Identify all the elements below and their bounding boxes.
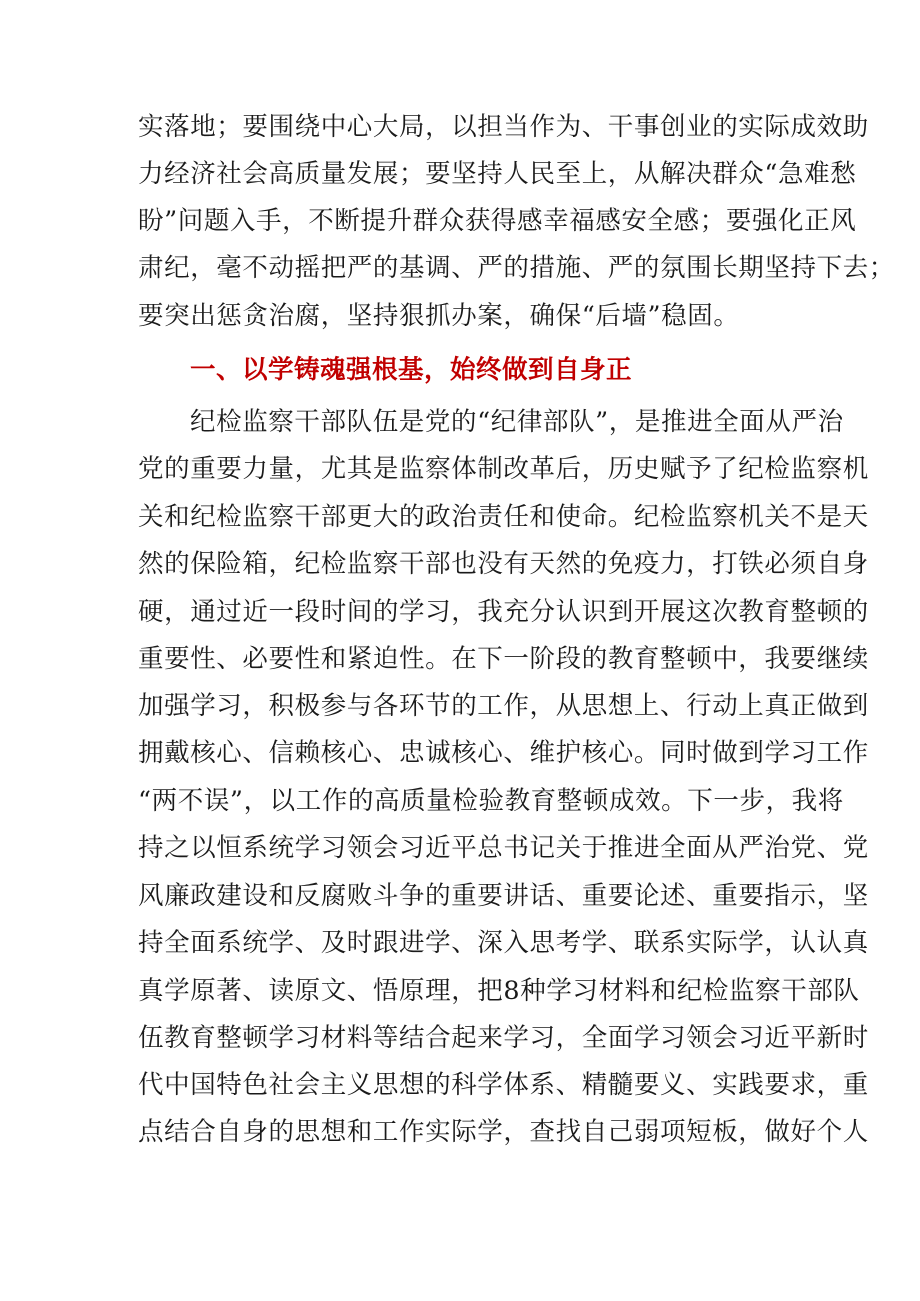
paragraph-line: “两不误”，以工作的高质量检验教育整顿成效。下一步，我将 (138, 786, 844, 816)
paragraph-line: 风廉政建设和反腐败斗争的重要讲话、重要论述、重要指示，坚 (138, 881, 869, 911)
paragraph-line: 持全面系统学、及时跟进学、深入思考学、联系实际学，认认真 (138, 928, 869, 958)
paragraph-line: 真学原著、读原文、悟原理，把8种学习材料和纪检监察干部队 (138, 976, 860, 1006)
paragraph-line: 关和纪检监察干部更大的政治责任和使命。纪检监察机关不是天 (138, 502, 869, 532)
paragraph-line: 重要性、必要性和紧迫性。在下一阶段的教育整顿中，我要继续 (138, 644, 869, 674)
paragraph-line: 要突出惩贪治腐，坚持狠抓办案，确保“后墙”稳固。 (138, 301, 740, 331)
paragraph-line: 肃纪，毫不动摇把严的基调、严的措施、严的氛围长期坚持下去； (138, 253, 895, 283)
paragraph-line-indented: 纪检监察干部队伍是党的“纪律部队”，是推进全面从严治 (190, 407, 844, 437)
section-heading: 一、以学铸魂强根基，始终做到自身正 (190, 355, 633, 385)
paragraph-line: 党的重要力量，尤其是监察体制改革后，历史赋予了纪检监察机 (138, 454, 869, 484)
paragraph-line: 点结合自身的思想和工作实际学，查找自己弱项短板，做好个人 (138, 1117, 869, 1147)
paragraph-line: 盼”问题入手，不断提升群众获得感幸福感安全感；要强化正风 (138, 206, 857, 236)
paragraph-line: 然的保险箱，纪检监察干部也没有天然的免疫力，打铁必须自身 (138, 549, 869, 579)
paragraph-line: 力经济社会高质量发展；要坚持人民至上，从解决群众“急难愁 (138, 159, 857, 189)
paragraph-line: 持之以恒系统学习领会习近平总书记关于推进全面从严治党、党 (138, 833, 869, 863)
paragraph-line: 硬，通过近一段时间的学习，我充分认识到开展这次教育整顿的 (138, 597, 869, 627)
paragraph-line: 拥戴核心、信赖核心、忠诚核心、维护核心。同时做到学习工作 (138, 738, 869, 768)
paragraph-line: 代中国特色社会主义思想的科学体系、精髓要义、实践要求，重 (138, 1070, 869, 1100)
paragraph-line: 伍教育整顿学习材料等结合起来学习，全面学习领会习近平新时 (138, 1023, 869, 1053)
paragraph-line: 加强学习，积极参与各环节的工作，从思想上、行动上真正做到 (138, 691, 869, 721)
paragraph-line: 实落地；要围绕中心大局，以担当作为、干事创业的实际成效助 (138, 112, 869, 142)
